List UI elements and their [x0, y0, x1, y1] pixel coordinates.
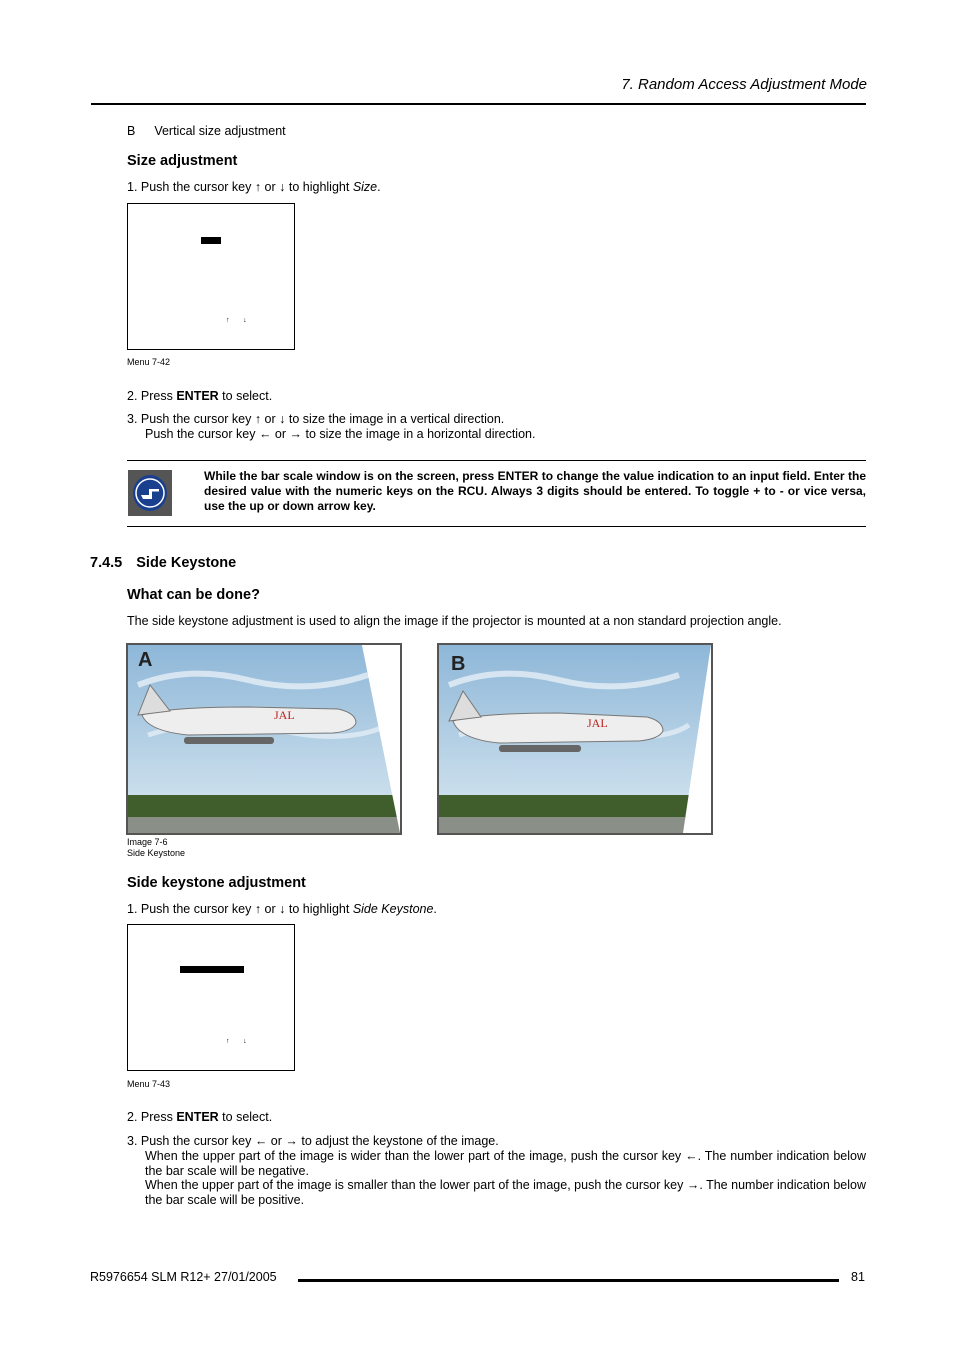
size-step-2	[127, 389, 272, 404]
what-can-be-done-heading: What can be done?	[127, 587, 260, 603]
keystone-step-1-suffix: .	[433, 902, 437, 916]
menu-7-42-arrows: ↑ ↓	[226, 317, 247, 324]
image-b-jal-logo: JAL	[587, 716, 608, 730]
legend-b-text: Vertical size adjustment	[154, 124, 286, 138]
footer-rule	[298, 1279, 839, 1282]
section-description: The side keystone adjustment is used to align the image if the projector is mounted at a non standard projection angle.	[127, 614, 782, 628]
page-header-title: 7. Random Access Adjustment Mode	[621, 76, 867, 93]
keystone-step-1	[127, 902, 437, 917]
keystone-step-2-key: ENTER	[176, 1110, 219, 1124]
menu-7-43-arrows: ↑ ↓	[226, 1038, 247, 1045]
section-number: 7.4.5	[90, 555, 123, 571]
image-b-keystone-photo	[437, 643, 713, 835]
keystone-step-3-line-1: 3. Push the cursor key ← or → to adjust the keystone of the image.	[127, 1134, 499, 1148]
header-rule	[91, 103, 866, 105]
keystone-step-2-suffix: to select.	[218, 1110, 273, 1124]
image-caption-line-2: Side Keystone	[127, 848, 186, 858]
keystone-highlight-bar	[180, 966, 244, 973]
legend-b	[127, 124, 286, 139]
side-keystone-adjustment-heading: Side keystone adjustment	[127, 875, 306, 891]
keystone-step-3-para-2: When the upper part of the image is smaller than the lower part of the image, push the cursor key →. The number indication below the bar scale will be positive.	[145, 1178, 866, 1207]
size-step-2-key: ENTER	[176, 389, 219, 403]
size-step-1-suffix: .	[377, 180, 381, 194]
menu-7-42-box	[127, 203, 295, 350]
image-caption-line-1: Image 7-6	[127, 837, 168, 847]
size-step-1	[127, 180, 381, 195]
size-step-1-prefix: 1. Push the cursor key ↑ or ↓ to highlight	[127, 180, 353, 194]
note-text: While the bar scale window is on the screen, press ENTER to change the value indication to an input field. Enter the desired value with the numeric keys on the RCU. Always 3 digits should be entered. To toggle + to - or vice versa, use the up or down arrow key.	[204, 469, 866, 513]
note-bottom-rule	[127, 526, 866, 527]
keystone-step-3-para-1: When the upper part of the image is wider than the lower part of the image, push the cursor key ←. The number indication below the bar scale will be negative.	[145, 1149, 866, 1178]
legend-b-letter: B	[127, 124, 136, 138]
image-a-keystone-photo	[126, 643, 402, 835]
keystone-step-2-prefix: 2. Press	[127, 1110, 177, 1124]
size-step-1-term: Size	[352, 180, 378, 194]
size-highlight-bar	[201, 237, 221, 244]
footer-doc-id: R5976654 SLM R12+ 27/01/2005	[90, 1270, 277, 1284]
size-step-2-suffix: to select.	[218, 389, 273, 403]
keystone-step-1-prefix: 1. Push the cursor key ↑ or ↓ to highlight	[127, 902, 353, 916]
footer-page-number: 81	[851, 1270, 865, 1284]
menu-7-42-caption: Menu 7-42	[127, 357, 171, 367]
menu-7-43-caption: Menu 7-43	[127, 1079, 171, 1089]
size-step-3-line-1: 3. Push the cursor key ↑ or ↓ to size the image in a vertical direction.	[127, 412, 505, 426]
pointing-hand-icon	[133, 475, 167, 511]
note-icon-frame	[128, 470, 172, 516]
size-adjustment-heading: Size adjustment	[127, 153, 238, 169]
keystone-step-2	[127, 1110, 272, 1125]
note-top-rule	[127, 460, 866, 461]
section-title: Side Keystone	[136, 555, 237, 571]
menu-7-43-box	[127, 924, 295, 1071]
keystone-step-1-term: Side Keystone	[352, 902, 434, 916]
image-a-label: A	[138, 649, 153, 671]
section-heading	[90, 555, 236, 571]
image-b-label: B	[451, 653, 466, 675]
size-step-3-line-2: Push the cursor key ← or → to size the image in a horizontal direction.	[145, 427, 536, 441]
image-a-jal-logo: JAL	[274, 708, 295, 722]
size-step-2-prefix: 2. Press	[127, 389, 177, 403]
